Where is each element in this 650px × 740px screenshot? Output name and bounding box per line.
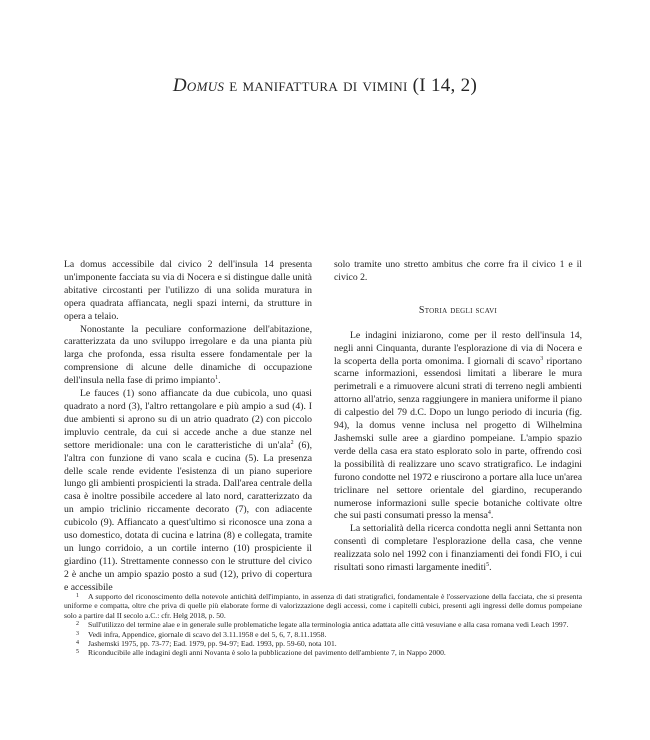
left-column (64, 259, 312, 595)
paragraph-text: La domus accessibile dal civico 2 dell'insula 14 presenta un'imponente facciata su via di Nocera e si distingue dalle unità abitative circostanti per l'utilizzo di una solida muratura in opera quadrata affiancata, negli spazi interni, da strutture in opera a telaio. (64, 259, 312, 322)
footnote-number: 4 (76, 640, 79, 647)
paragraph-text: La settorialità della ricerca condotta negli anni Settanta non consentì di completare l'esplorazione della casa, che venne realizzata solo nel 1992 con i finanziamenti dei fondi FIO, i cui risultati sono rimasti largamente inediti (334, 523, 582, 574)
paragraph-text: solo tramite uno stretto ambitus che corre fra il civico 1 e il civico 2. (334, 259, 582, 283)
chapter-title-rest: e manifattura di vimini (I 14, 2) (224, 75, 478, 96)
footnote (64, 620, 582, 629)
footnote-ref[interactable]: 2 (290, 439, 294, 446)
footnote-ref[interactable]: 1 (215, 374, 219, 381)
footnote (64, 630, 582, 639)
paragraph-text: Nonostante la peculiare conformazione dell'abitazione, caratterizzata da uno sviluppo irregolare e da una pianta più larga che profonda, essa risulta essere fondamentale per la comprensione di alcune delle dinamiche di occupazione dell'insula nella fase di primo impianto (64, 323, 312, 387)
paragraph: La settorialità della ricerca condotta negli anni Settanta non consentì di completare l'esplorazione della casa, che venne realizzata solo nel 1992 con i finanziamenti dei fondi FIO, i cui risultati sono rimasti largamente inediti$^5$. (334, 523, 582, 574)
paragraph-text: (6), l'altra con funzione di vano scala e cucina (5). La presenza delle scale rende evidente l'esistenza di un piano superiore lungo gli ambienti prospicienti la strada. Dall'area centrale della casa è inoltre possibile accedere al lato nord, caratterizzato da un ampio triclinio riccamente decorato (7), con adiacente cubicolo (9). Affiancato a quest'ultimo si riconosce una zona a uso domestico, dotata di cucina e latrina (8) e collegata, tramite un lungo corridoio, a un cortile interno (10) prospiciente il giardino (11). Strettamente connesso con le strutture del civico 2 è anche un ampio spazio posto a sud (12), privo di copertura e accessibile (64, 439, 313, 593)
footnote (64, 592, 582, 620)
chapter-title (0, 75, 650, 97)
footnote-number: 3 (76, 630, 79, 637)
footnote-number: 2 (76, 621, 79, 628)
footnote-ref[interactable]: 3 (540, 355, 544, 362)
footnote-number: 1 (76, 593, 79, 599)
footnote-ref[interactable]: 5 (486, 561, 490, 568)
footnote (64, 639, 582, 648)
footnote-ref[interactable]: 4 (487, 510, 491, 517)
footnote-number: 5 (76, 649, 79, 656)
chapter-title-italic: Domus (172, 75, 225, 96)
footnote-text: A supporto del riconoscimento della notevole antichità dell'impianto, in assenza di dati stratigrafici, fondamentale è l'osservazione della facciata, che si presenta uniforme e compatta, oltre che priva di quelle più elaborate forme di valorizzazione degli accessi, come i capitelli cubici, presenti agli ingressi delle domus pompeiane solo a partire dal II secolo a.C.: cfr. Helg 2018, p. 50. (64, 592, 582, 620)
paragraph: Le indagini iniziarono, come per il resto dell'insula 14, negli anni Cinquanta, durante l'esplorazione di via di Nocera e la scoperta della porta omonima. I giornali di scavo$^3$ riportano scarne informazioni, essendosi limitati a liberare le mura perimetrali e a rimuovere alcuni strati di terreno negli ambienti attorno all'atrio, senza raggiungere in maniera uniforme il piano di calpestio del 79 d.C. Dopo un lungo periodo di incuria (fig. 94), la domus venne inclusa nel progetto di Wilhelmina Jashemski sulle aree a giardino pompeiane. L'ampio spazio verde della casa era stato esplorato solo in parte, offrendo così la possibilità di realizzare uno scavo stratigrafico. Le indagini furono condotte nel 1972 e riuscirono a portare alla luce un'area triclinare nel settore orientale del giardino, recuperando numerose informazioni sulle specie botaniche coltivate oltre che sui pasti consumati presso la mensa$^4$. (334, 329, 582, 522)
footnote-text: Sull'utilizzo del termine alae e in generale sulle problematiche legate alla terminologia antica adattata alle città vesuviane e alla casa romana vedi Leach 1997. (88, 620, 569, 630)
paragraph-text: Le indagini iniziarono, come per il resto dell'insula 14, negli anni Cinquanta, durante l'esplorazione di via di Nocera e la scoperta della porta omonima. I giornali di scavo (334, 329, 582, 367)
footnotes (64, 592, 582, 658)
paragraph-text: Le fauces (1) sono affiancate da due cubicola, uno quasi quadrato a nord (3), l'altro rettangolare e più ampio a sud (4). I due ambienti si aprono su di un atrio quadrato (2) con piccolo impluvio centrale, da cui si accede anche a due stanze nel settore meridionale: una con le caratteristiche di un'ala (64, 388, 312, 451)
paragraph-text: riportano scarne informazioni, essendosi limitati a liberare le mura perimetrali e a rimuovere alcuni strati di terreno negli ambienti attorno all'atrio, senza raggiungere in maniera uniforme il piano di calpestio del 79 d.C. Dopo un lungo periodo di incuria (fig. 94), la domus venne inclusa nel progetto di Wilhelmina Jashemski sulle aree a giardino pompeiane. L'ampio spazio verde della casa era stato esplorato solo in parte, offrendo così la possibilità di realizzare uno scavo stratigrafico. Le indagini furono condotte nel 1972 e riuscirono a portare alla luce un'area triclinare nel settore orientale del giardino, recuperando numerose informazioni sulle specie botaniche coltivate oltre che sui pasti consumati presso la mensa (334, 355, 582, 522)
footnote-text: Riconducibile alle indagini degli anni Novanta è solo la pubblicazione del pavimento dell'ambiente 7, in Nappo 2000. (88, 648, 446, 658)
paragraph (334, 259, 582, 285)
footnote (64, 648, 582, 657)
footnote-text: Vedi infra, Appendice, giornale di scavo del 3.11.1958 e del 5, 6, 7, 8.11.1958. (88, 629, 327, 639)
section-title: Storia degli scavi (418, 304, 498, 316)
paragraph: Nonostante la peculiare conformazione dell'abitazione, caratterizzata da uno sviluppo irregolare e da una pianta più larga che profonda, essa risulta essere fondamentale per la comprensione di alcune delle dinamiche di occupazione dell'insula nella fase di primo impianto$^1$. (64, 323, 312, 387)
paragraph (64, 388, 312, 595)
right-column (334, 259, 582, 575)
paragraph (64, 259, 312, 324)
footnote-text: Jashemski 1975, pp. 73-77; Ead. 1979, pp. 94-97; Ead. 1993, pp. 59-60, nota 101. (88, 639, 337, 649)
